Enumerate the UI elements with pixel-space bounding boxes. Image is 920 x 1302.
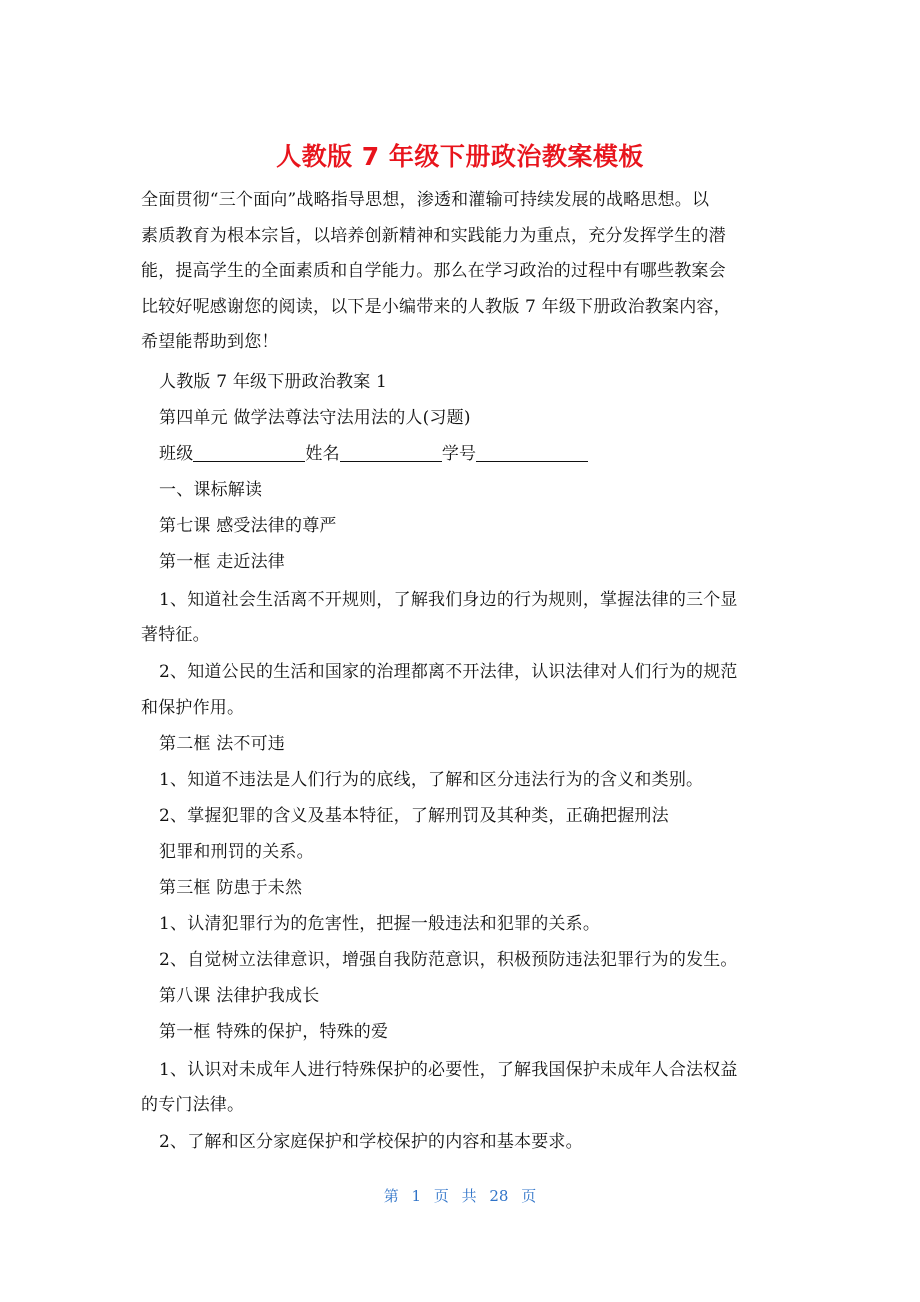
intro-line: 比较好呢感谢您的阅读，以下是小编带来的人教版 7 年级下册政治教案内容， — [141, 296, 731, 317]
list-item: 1、认清犯罪行为的危害性，把握一般违法和犯罪的关系。 — [159, 914, 601, 934]
page-number: 第 1 页 共 28 页 — [383, 1187, 537, 1205]
intro-line: 希望能帮助到您！ — [141, 332, 279, 352]
list-item: 1、知道社会生活离不开规则，了解我们身边的行为规则，掌握法律的三个显 — [159, 590, 738, 610]
frame-heading: 第一框 走近法律 — [159, 552, 286, 572]
class-label: 班级 — [159, 444, 194, 464]
list-item: 2、知道公民的生活和国家的治理都离不开法律，认识法律对人们行为的规范 — [159, 662, 738, 682]
frame-heading: 第一框 特殊的保护，特殊的爱 — [159, 1022, 389, 1042]
intro-line: 全面贯彻“三个面向”战略指导思想，渗透和灌输可持续发展的战略思想。以 — [141, 190, 710, 210]
intro-line: 能，提高学生的全面素质和自学能力。那么在学习政治的过程中有哪些教案会 — [141, 261, 726, 281]
list-item: 2、了解和区分家庭保护和学校保护的内容和基本要求。 — [159, 1132, 583, 1152]
lesson-heading: 第七课 感受法律的尊严 — [159, 516, 337, 536]
number-label: 学号 — [441, 444, 477, 464]
list-item-continuation: 犯罪和刑罚的关系。 — [159, 842, 314, 862]
list-item: 2、掌握犯罪的含义及基本特征，了解刑罚及其种类，正确把握刑法 — [159, 806, 669, 826]
unit-heading: 第四单元 做学法尊法守法用法的人(习题) — [159, 408, 471, 428]
name-label: 姓名 — [305, 444, 340, 464]
intro-paragraph — [141, 183, 781, 361]
name-blank[interactable] — [340, 443, 442, 462]
document-title: 人教版 7 年级下册政治教案模板 — [276, 142, 644, 171]
frame-heading: 第二框 法不可违 — [159, 734, 286, 754]
frame-heading: 第三框 防患于未然 — [159, 878, 303, 898]
student-info-form — [159, 442, 588, 466]
section-heading: 一、课标解读 — [159, 480, 263, 500]
list-item: 1、认识对未成年人进行特殊保护的必要性，了解我国保护未成年人合法权益 — [159, 1060, 738, 1080]
intro-line: 素质教育为根本宗旨，以培养创新精神和实践能力为重点，充分发挥学生的潜 — [141, 225, 726, 246]
list-item: 2、自觉树立法律意识，增强自我防范意识，积极预防违法犯罪行为的发生。 — [159, 950, 738, 970]
class-blank[interactable] — [193, 443, 305, 462]
list-item-continuation: 和保护作用。 — [141, 698, 245, 718]
list-item: 1、知道不违法是人们行为的底线，了解和区分违法行为的含义和类别。 — [159, 770, 704, 790]
list-item-continuation: 的专门法律。 — [141, 1095, 245, 1115]
list-item-continuation: 著特征。 — [141, 625, 210, 645]
number-blank[interactable] — [476, 443, 588, 462]
lesson-heading: 第八课 法律护我成长 — [159, 986, 320, 1006]
plan-title: 人教版 7 年级下册政治教案 1 — [159, 372, 388, 392]
